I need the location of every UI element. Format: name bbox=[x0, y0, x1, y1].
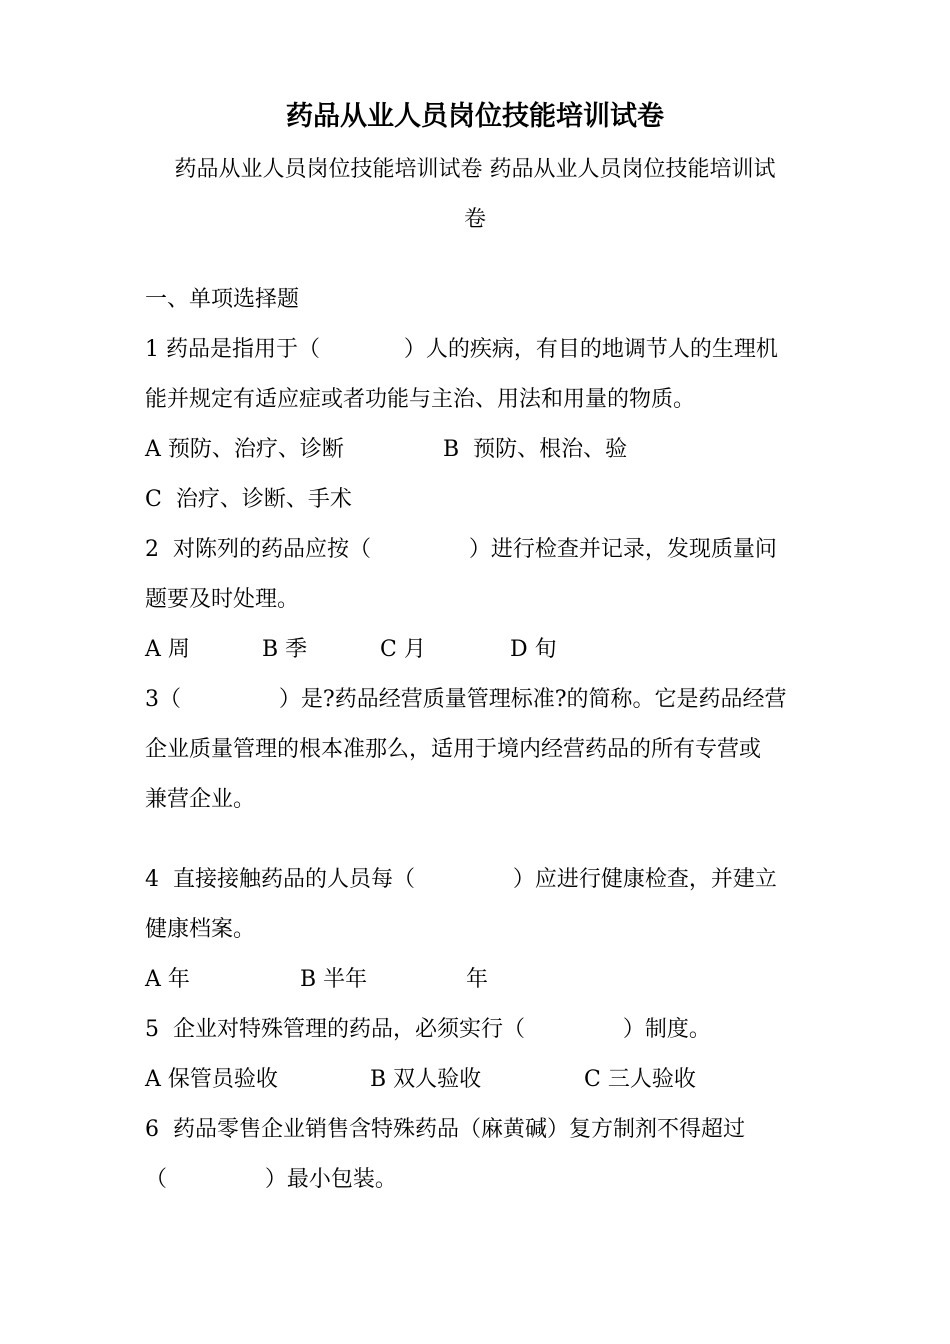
question-4-option-b: B 半年 bbox=[300, 967, 368, 992]
question-4-option-c: 年 bbox=[466, 967, 489, 992]
question-5-option-c: C 三人验收 bbox=[584, 1067, 696, 1092]
page-title: 药品从业人员岗位技能培训试卷 bbox=[286, 101, 664, 132]
question-4-line-2: 健康档案。 bbox=[145, 917, 256, 942]
question-3-line-1: 3（ ）是?药品经营质量管理标准?的简称。它是药品经营 bbox=[145, 687, 787, 712]
question-1-line-2: 能并规定有适应症或者功能与主治、用法和用量的物质。 bbox=[145, 387, 696, 412]
question-2-line-2: 题要及时处理。 bbox=[145, 587, 300, 612]
section-heading: 一、单项选择题 bbox=[145, 287, 300, 312]
question-3-line-2: 企业质量管理的根本准那么，适用于境内经营药品的所有专营或 bbox=[145, 737, 762, 762]
question-4-line-1: 4 直接接触药品的人员每（ ）应进行健康检查，并建立 bbox=[145, 867, 777, 892]
question-5-line-1: 5 企业对特殊管理的药品，必须实行（ ）制度。 bbox=[145, 1017, 711, 1042]
question-1-option-c: C 治疗、诊断、手术 bbox=[145, 487, 352, 512]
question-6-line-1: 6 药品零售企业销售含特殊药品（麻黄碱）复方制剂不得超过 bbox=[145, 1117, 745, 1142]
question-3-line-3: 兼营企业。 bbox=[145, 787, 256, 812]
question-2-line-1: 2 对陈列的药品应按（ ）进行检查并记录，发现质量问 bbox=[145, 537, 777, 562]
question-5-option-a: A 保管员验收 bbox=[145, 1067, 278, 1092]
subtitle-line-1: 药品从业人员岗位技能培训试卷 药品从业人员岗位技能培训试 bbox=[174, 157, 776, 182]
question-2-option-d: D 旬 bbox=[510, 637, 557, 662]
question-1-option-a: A 预防、治疗、诊断 bbox=[145, 437, 344, 462]
question-4-option-a: A 年 bbox=[145, 967, 190, 992]
question-6-line-2: （ ）最小包装。 bbox=[145, 1167, 397, 1192]
question-2-option-c: C 月 bbox=[380, 637, 426, 662]
question-1-option-b: B 预防、根治、验 bbox=[443, 437, 628, 462]
question-2-option-a: A 周 bbox=[145, 637, 190, 662]
question-1-line-1: 1 药品是指用于（ ）人的疾病，有目的地调节人的生理机 bbox=[145, 337, 778, 362]
question-5-option-b: B 双人验收 bbox=[370, 1067, 482, 1092]
subtitle-line-2: 卷 bbox=[463, 207, 486, 232]
question-2-option-b: B 季 bbox=[262, 637, 308, 662]
